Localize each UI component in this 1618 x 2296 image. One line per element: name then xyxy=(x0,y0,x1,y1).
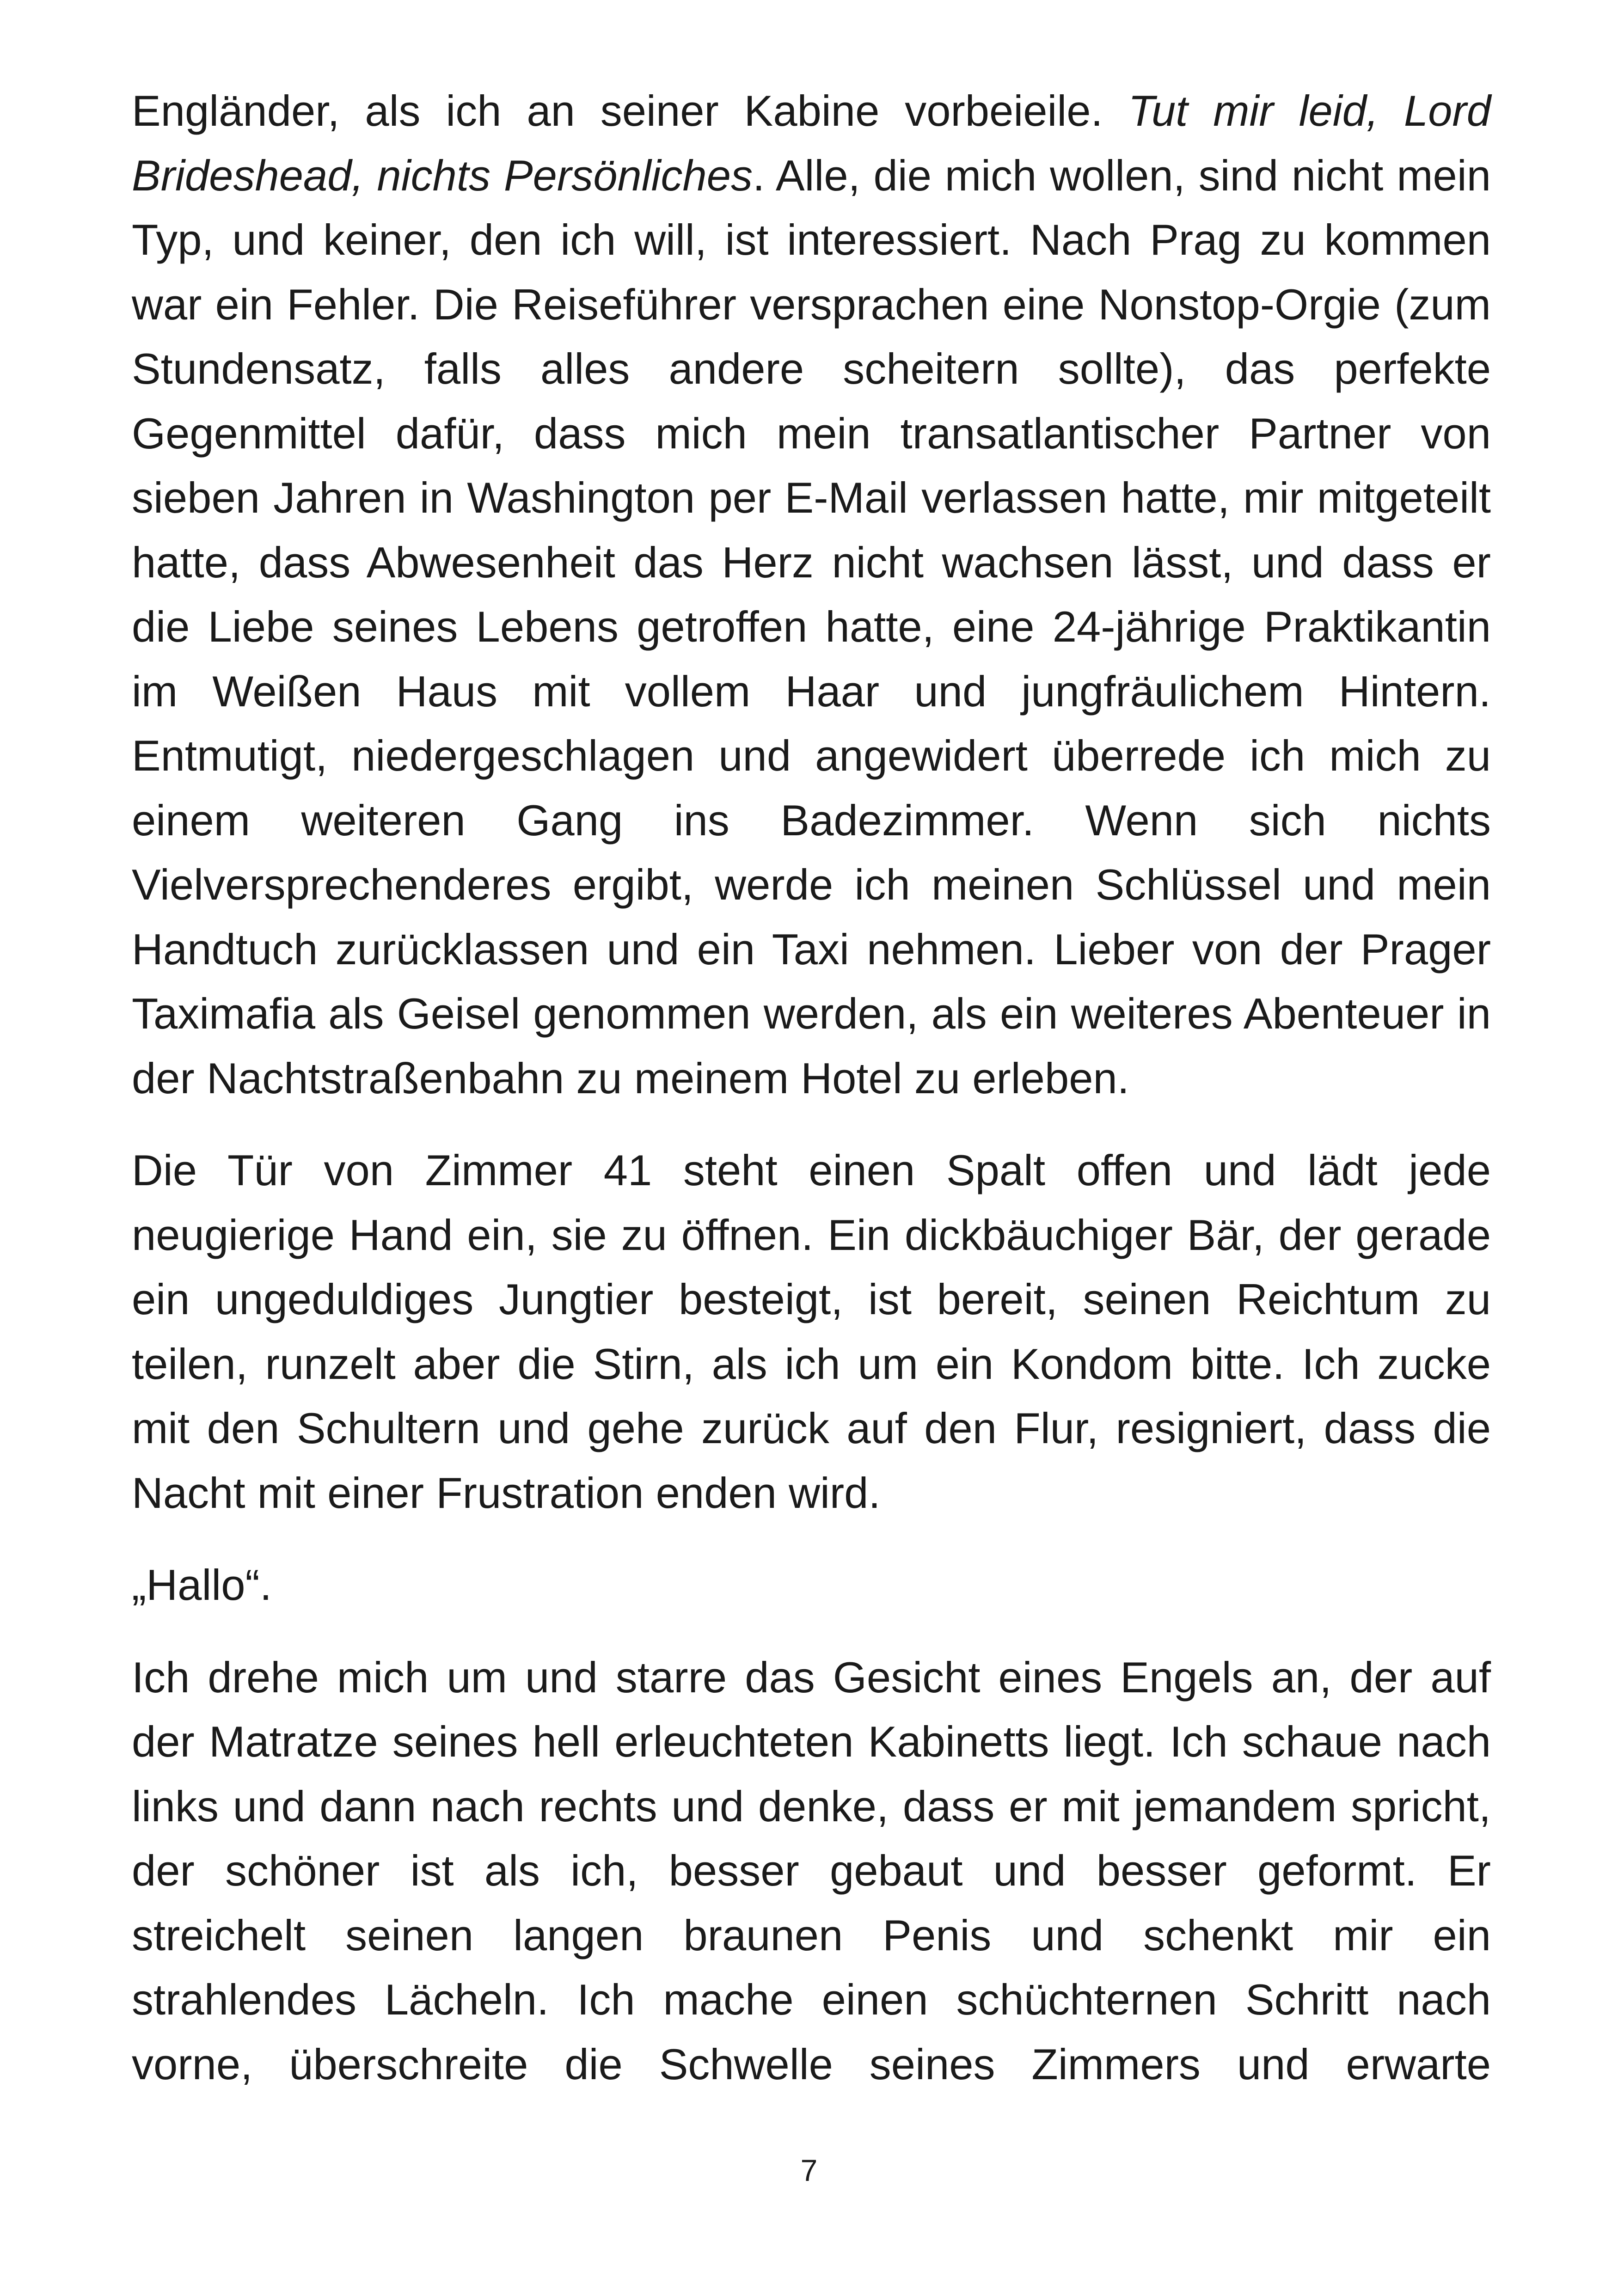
paragraph-1 xyxy=(132,79,1491,1110)
paragraph-4-text: Ich drehe mich um und starre das Gesicht eines Engels an, der auf der Matratze seines hell erleuchteten Kabinetts liegt. Ich schaue nach links und dann nach rechts und denke, dass er mit jemandem spricht, der schöner ist als ich, besser gebaut und besser geformt. Er streichelt seinen langen braunen Penis und schenkt mir ein strahlendes Lächeln. Ich mache einen schüchternen Schritt nach vorne, überschreite die Schwelle seines Zimmers und erwarte xyxy=(132,1653,1491,2088)
page-number: 7 xyxy=(800,2153,818,2187)
paragraph-1-segment-3: . Alle, die mich wollen, sind nicht mein Typ, und keiner, den ich will, ist interessiert. Nach Prag zu kommen war ein Fehler. Die Reiseführer versprachen eine Nonstop-Orgie (zum Stundensatz, falls alles andere scheitern sollte), das perfekte Gegenmittel dafür, dass mich mein transatlantischer Partner von sieben Jahren in Washington per E-Mail verlassen hatte, mir mitgeteilt hatte, dass Abwesenheit das Herz nicht wachsen lässt, und dass er die Liebe seines Lebens getroffen hatte, eine 24-jährige Praktikantin im Weißen Haus mit vollem Haar und jungfräulichem Hintern. Entmutigt, niedergeschlagen und angewidert überrede ich mich zu einem weiteren Gang ins Badezimmer. Wenn sich nichts Vielversprechenderes ergibt, werde ich meinen Schlüssel und mein Handtuch zurücklassen und ein Taxi nehmen. Lieber von der Prager Taximafia als Geisel genommen werden, als ein weiteres Abenteuer in der Nachtstraßenbahn zu meinem Hotel zu erleben. xyxy=(132,151,1491,1102)
body-text xyxy=(132,79,1491,2096)
paragraph-3 xyxy=(132,1553,1491,1617)
paragraph-1-segment-1: Engländer, als ich an seiner Kabine vorbeieile. xyxy=(132,86,1128,135)
paragraph-4 xyxy=(132,1645,1491,2097)
paragraph-2 xyxy=(132,1138,1491,1525)
paragraph-1-italic-phrase: Tut mir leid, Lord Brideshead, nichts Persönliches xyxy=(132,86,1491,200)
paragraph-2-text: Die Tür von Zimmer 41 steht einen Spalt offen und lädt jede neugierige Hand ein, sie zu öffnen. Ein dickbäuchiger Bär, der gerade ein ungeduldiges Jungtier besteigt, ist bereit, seinen Reichtum zu teilen, runzelt aber die Stirn, als ich um ein Kondom bitte. Ich zucke mit den Schultern und gehe zurück auf den Flur, resigniert, dass die Nacht mit einer Frustration enden wird. xyxy=(132,1146,1491,1517)
paragraph-3-text: „Hallo“. xyxy=(132,1561,272,1609)
